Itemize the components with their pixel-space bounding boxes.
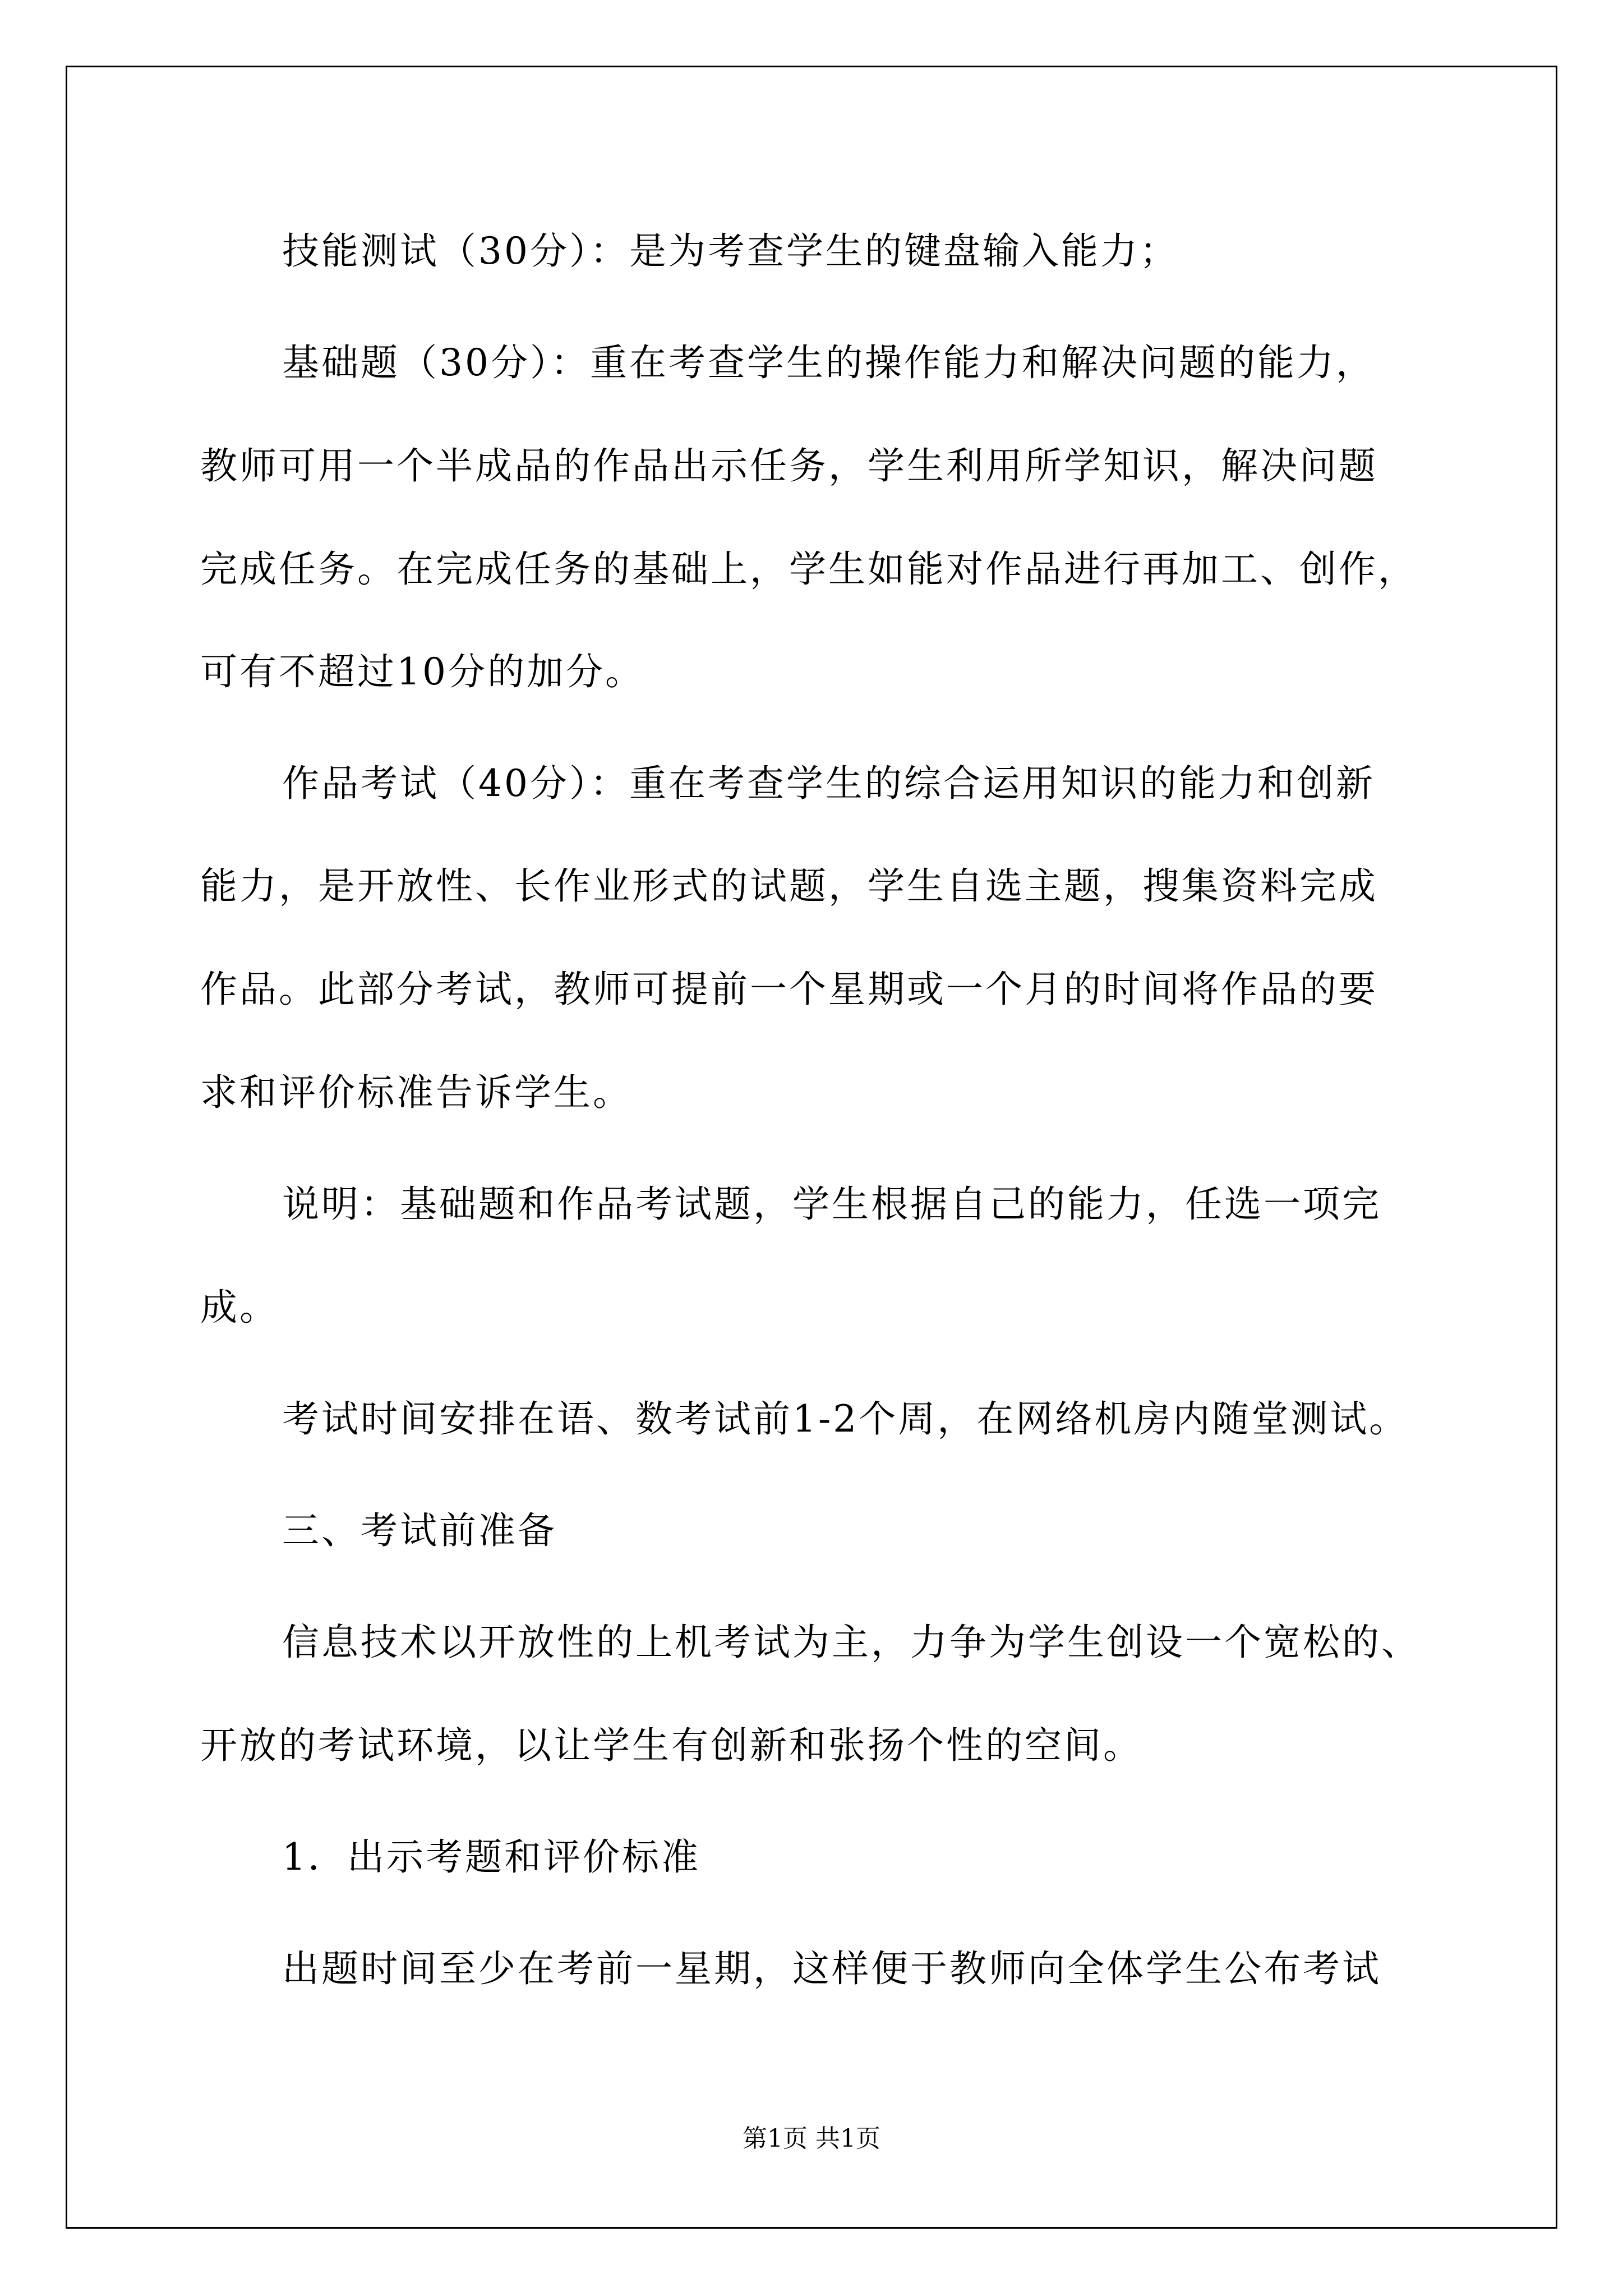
text-line: 成。 [200, 1286, 279, 1329]
text-line: 考试时间安排在语、数考试前1-2个周，在网络机房内随堂测试。 [282, 1397, 1409, 1441]
text-line: 作品。此部分考试，教师可提前一个星期或一个月的时间将作品的要 [200, 968, 1378, 1011]
text-line: 说明：基础题和作品考试题，学生根据自己的能力，任选一项完 [282, 1182, 1381, 1226]
section-heading: 三、考试前准备 [282, 1509, 557, 1552]
text-line: 出题时间至少在考前一星期，这样便于教师向全体学生公布考试 [282, 1947, 1381, 1990]
text-line: 基础题（30分）：重在考查学生的操作能力和解决问题的能力， [282, 341, 1375, 384]
text-line: 求和评价标准告诉学生。 [200, 1071, 632, 1114]
text-line: 可有不超过10分的加分。 [200, 650, 644, 693]
page-border [66, 66, 1557, 2229]
page-number-footer: 第1页 共1页 [743, 2124, 880, 2153]
text-line: 开放的考试环境，以让学生有创新和张扬个性的空间。 [200, 1724, 1142, 1767]
text-line: 教师可用一个半成品的作品出示任务，学生利用所学知识，解决问题 [200, 444, 1378, 487]
subsection-heading: 1．出示考题和评价标准 [282, 1835, 700, 1879]
text-line: 技能测试（30分）：是为考查学生的键盘输入能力； [282, 229, 1179, 273]
text-line: 信息技术以开放性的上机考试为主，力争为学生创设一个宽松的、 [282, 1621, 1421, 1664]
text-line: 作品考试（40分）：重在考查学生的综合运用知识的能力和创新 [282, 762, 1375, 805]
text-line: 能力，是开放性、长作业形式的试题，学生自选主题，搜集资料完成 [200, 864, 1378, 908]
text-line: 完成任务。在完成任务的基础上，学生如能对作品进行再加工、创作， [200, 547, 1417, 591]
